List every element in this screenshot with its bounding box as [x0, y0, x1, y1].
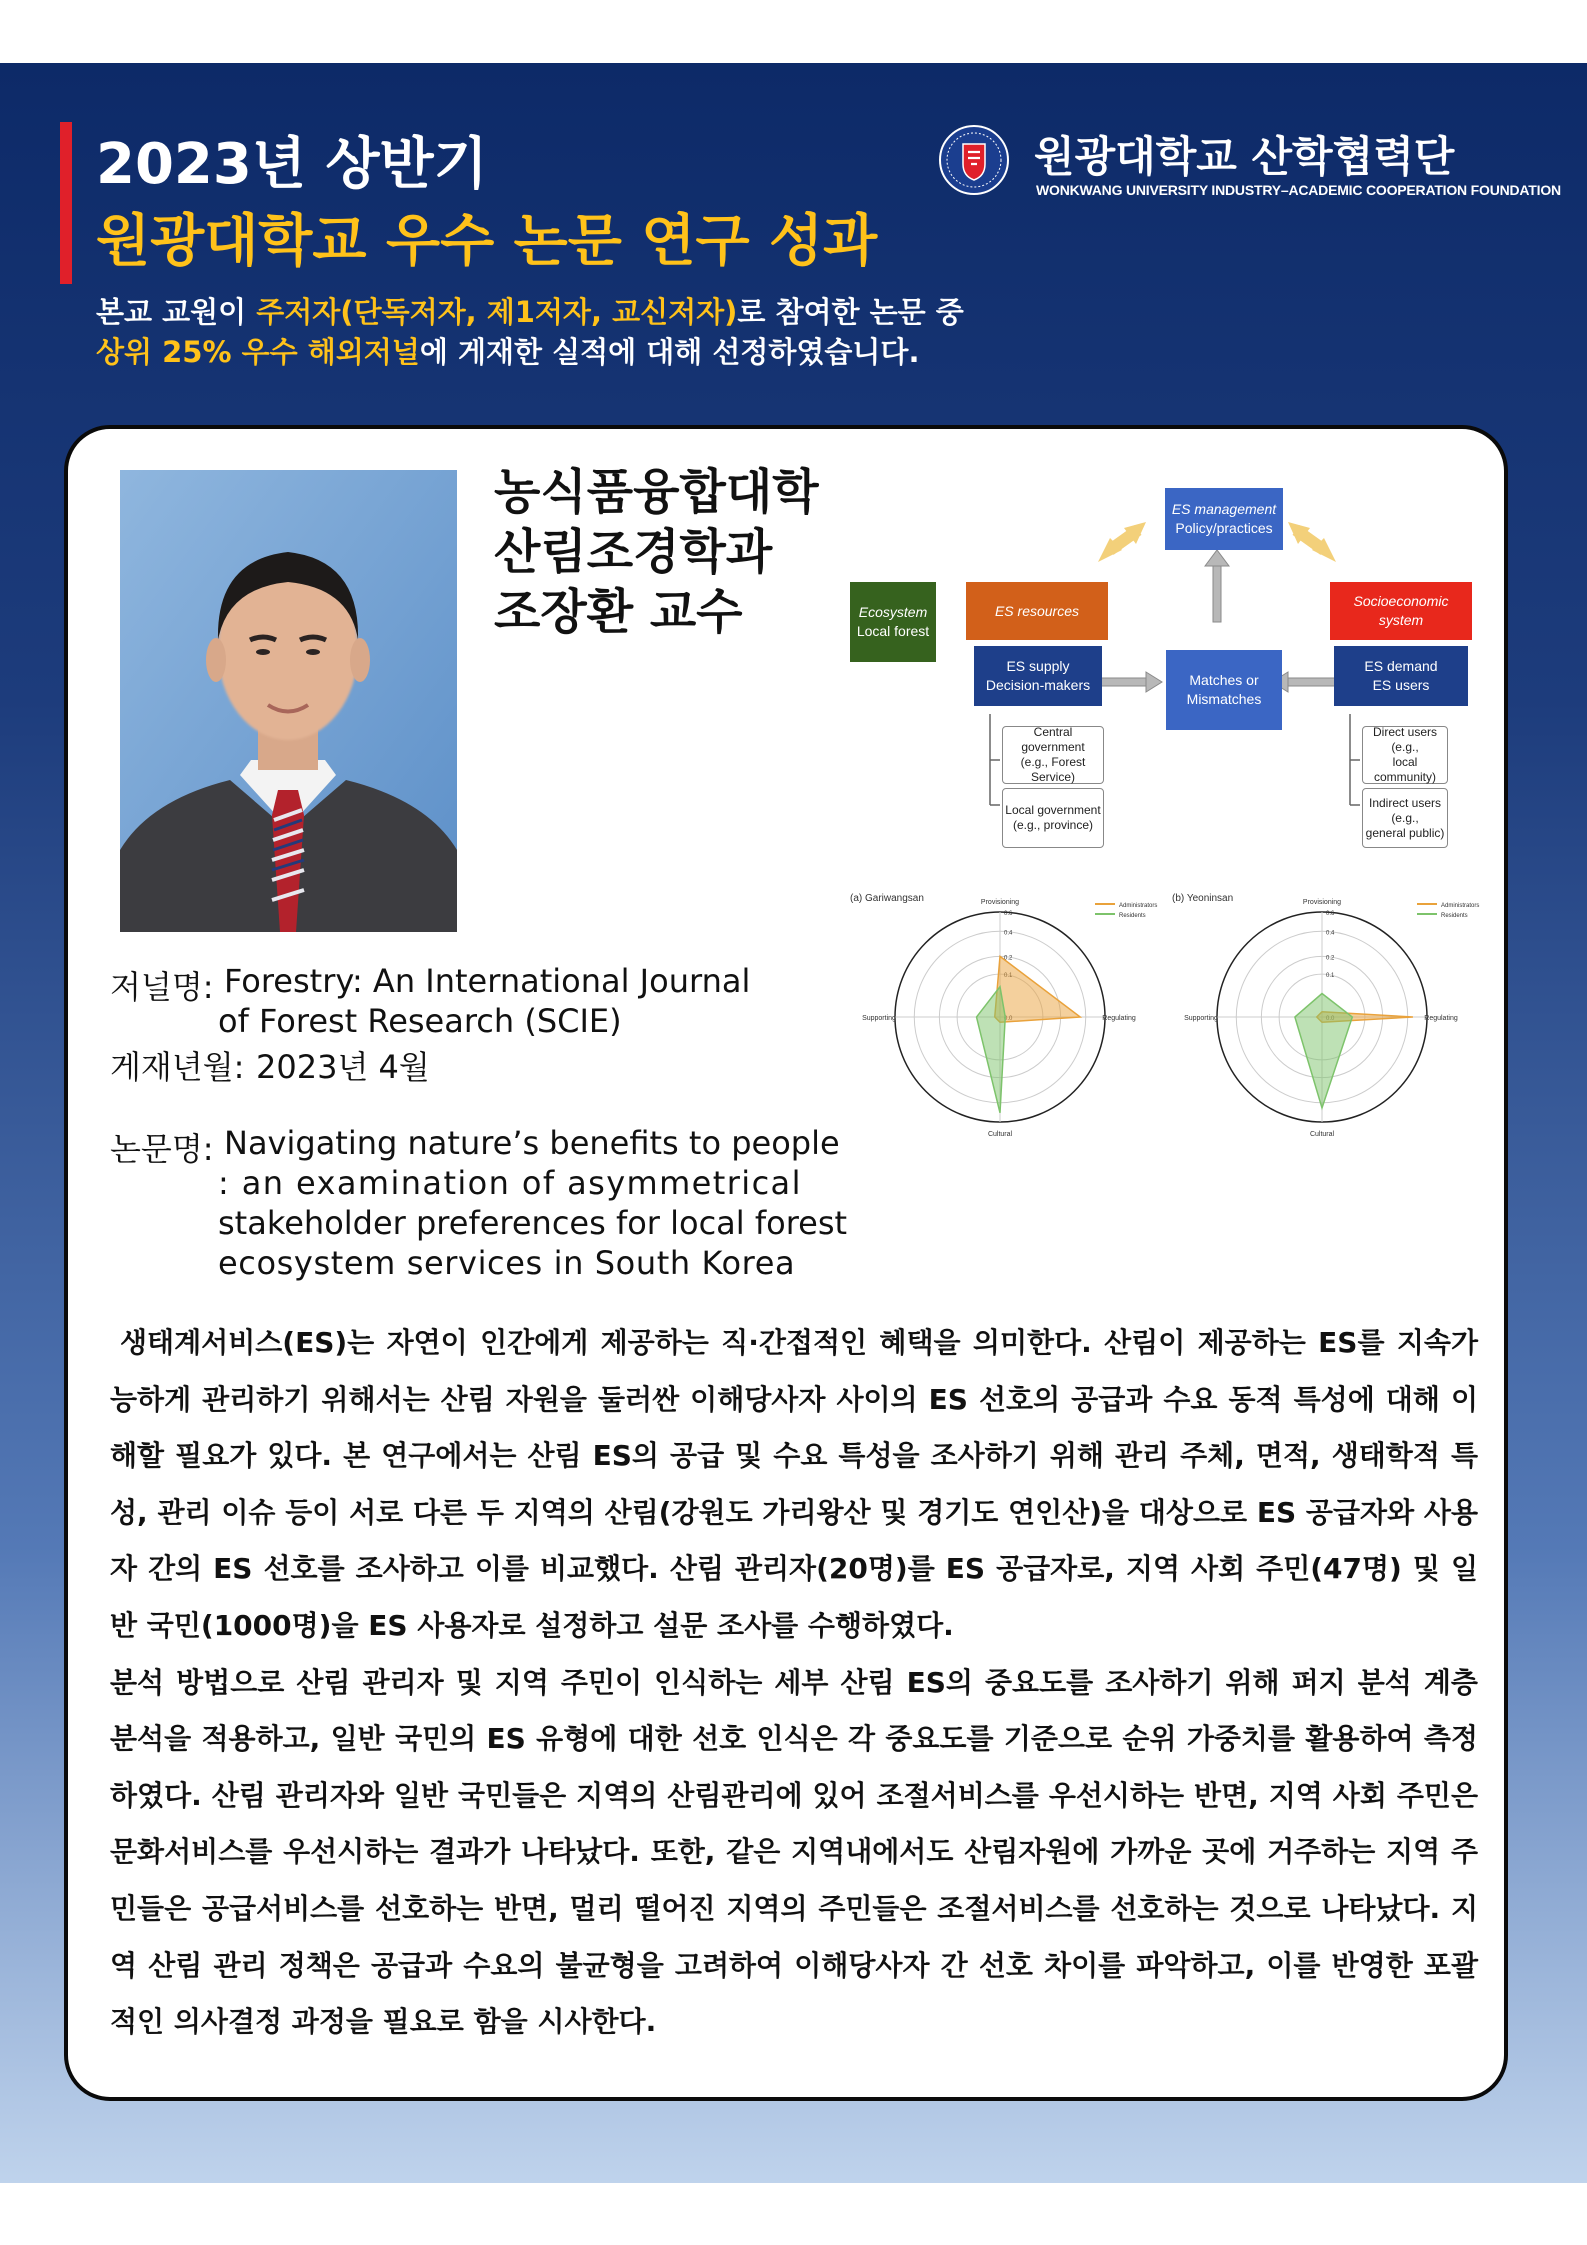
department-name: 산림조경학과	[494, 524, 773, 580]
radar-axis-label: Provisioning	[1302, 899, 1342, 906]
journal-name-line-1: Forestry: An International Journal	[224, 962, 751, 1000]
es-demand-box: ES demand ES users	[1334, 646, 1468, 706]
logo-name: 원광대학교 산학협력단	[1034, 132, 1455, 181]
radar-tick-label: 0.1	[1326, 973, 1335, 980]
radar-title: (a) Gariwangsan	[850, 893, 924, 904]
university-emblem-icon	[938, 124, 1010, 196]
central-government-box: Central government (e.g., Forest Service)	[1002, 726, 1104, 784]
professor-name: 조장환 교수	[494, 584, 743, 640]
radar-axis-label: Cultural	[987, 1131, 1013, 1138]
journal-name-line-2: of Forest Research (SCIE)	[218, 1002, 622, 1040]
paper-label: 논문명:	[110, 1130, 214, 1168]
socioeconomic-box: Socioeconomic system	[1330, 582, 1472, 640]
paper-title-line-3: stakeholder preferences for local forest	[218, 1204, 848, 1242]
legend-label: Residents	[1119, 913, 1146, 919]
radar-axis-label: Cultural	[1309, 1131, 1335, 1138]
intro-line-1: 본교 교원이 주저자(단독저자, 제1저자, 교신저자)로 참여한 논문 중	[96, 295, 964, 329]
radar-title: (b) Yeoninsan	[1172, 893, 1234, 904]
matches-box: Matches or Mismatches	[1166, 650, 1282, 730]
publication-date: 2023년 4월	[256, 1048, 430, 1086]
direct-users-box: Direct users (e.g., local community)	[1362, 726, 1448, 784]
local-government-box: Local government (e.g., province)	[1002, 788, 1104, 848]
page-title-year: 2023년 상반기	[96, 132, 488, 197]
radar-tick-label: 0.2	[1326, 955, 1335, 962]
radar-axis-label: Regulating	[1102, 1015, 1136, 1022]
legend-label: Residents	[1441, 913, 1468, 919]
date-label: 게재년월:	[110, 1048, 245, 1086]
paper-title-line-1: Navigating nature’s benefits to people	[224, 1124, 840, 1162]
paper-title-line-2: : an examination of asymmetrical	[218, 1164, 802, 1202]
abstract-paragraph-2: 분석 방법으로 산림 관리자 및 지역 주민이 인식하는 세부 산림 ES의 중요도를 조사하기 위해 퍼지 분석 계층 분석을 적용하고, 일반 국민의 ES 유형에 대한 선호 인식은 각 중요도를 기준으로 순위 가중치를 활용하여 측정하였다. 산림 관리자와 일반 국민들은 지역의 산림관리에 있어 조절서비스를 우선시하는 반면, 지역 사회 주민은 문화서비스를 우선시하는 결과가 나타났다. 또한, 같은 지역내에서도 산림자원에 가까운 곳에 거주하는 지역 주민들은 공급서비스를 선호하는 반면, 멀리 떨어진 지역의 주민들은 조절서비스를 선호하는 것으로 나타났다. 지역 산림 관리 정책은 공급과 수요의 불균형을 고려하여 이해당사자 간 선호 차이를 파악하고, 이를 반영한 포괄적인 의사결정 과정을 필요로 함을 시사한다.	[110, 1665, 1478, 2039]
ecosystem-box: Ecosystem Local forest	[850, 582, 936, 662]
radar-axis-label: Supporting	[862, 1015, 896, 1022]
title-accent-bar	[60, 122, 72, 284]
radar-tick-label: 0.6	[1004, 911, 1013, 917]
legend-label: Administrators	[1119, 903, 1158, 909]
radar-axis-label: Regulating	[1424, 1015, 1458, 1022]
logo-english-name: WONKWANG UNIVERSITY INDUSTRY–ACADEMIC COOPERATION FOUNDATION	[1036, 182, 1561, 198]
legend-label: Administrators	[1441, 903, 1480, 909]
radar-series-residents	[1295, 994, 1352, 1108]
journal-label: 저널명:	[110, 968, 214, 1006]
radar-charts	[850, 884, 1490, 1150]
professor-photo	[120, 470, 457, 932]
radar-series-residents	[977, 987, 1006, 1113]
radar-axis-label: Provisioning	[980, 899, 1020, 906]
radar-tick-label: 0.4	[1004, 930, 1013, 937]
radar-axis-label: Supporting	[1184, 1015, 1218, 1022]
abstract-paragraph-1: 생태계서비스(ES)는 자연이 인간에게 제공하는 직·간접적인 혜택을 의미한다. 산림이 제공하는 ES를 지속가능하게 관리하기 위해서는 산림 자원을 둘러싼 이해당사자 사이의 ES 선호의 공급과 수요 동적 특성에 대해 이해할 필요가 있다. 본 연구에서는 산림 ES의 공급 및 수요 특성을 조사하기 위해 관리 주체, 면적, 생태학적 특성, 관리 이슈 등이 서로 다른 두 지역의 산림(강원도 가리왕산 및 경기도 연인산)을 대상으로 ES 공급자와 사용자 간의 ES 선호를 조사하고 이를 비교했다. 산림 관리자(20명)를 ES 공급자로, 지역 사회 주민(47명) 및 일반 국민(1000명)을 ES 사용자로 설정하고 설문 조사를 수행하였다.	[110, 1326, 1478, 1642]
intro-line-2: 상위 25% 우수 해외저널에 게재한 실적에 대해 선정하였습니다.	[96, 335, 920, 369]
radar-tick-label: 0.2	[1004, 955, 1013, 962]
radar-tick-label: 0.6	[1326, 911, 1335, 917]
abstract	[110, 1315, 1478, 2051]
radar-tick-label: 0.4	[1326, 930, 1335, 937]
es-supply-box: ES supply Decision-makers	[974, 646, 1102, 706]
es-framework-diagram	[840, 470, 1480, 850]
es-management-box: ES management Policy/practices	[1165, 488, 1283, 550]
radar-series-administrators	[995, 956, 1080, 1022]
page-title: 원광대학교 우수 논문 연구 성과	[96, 209, 878, 274]
college-name: 농식품융합대학	[494, 464, 819, 520]
indirect-users-box: Indirect users (e.g., general public)	[1362, 788, 1448, 848]
es-resources-box: ES resources	[966, 582, 1108, 640]
paper-title-line-4: ecosystem services in South Korea	[218, 1244, 796, 1282]
